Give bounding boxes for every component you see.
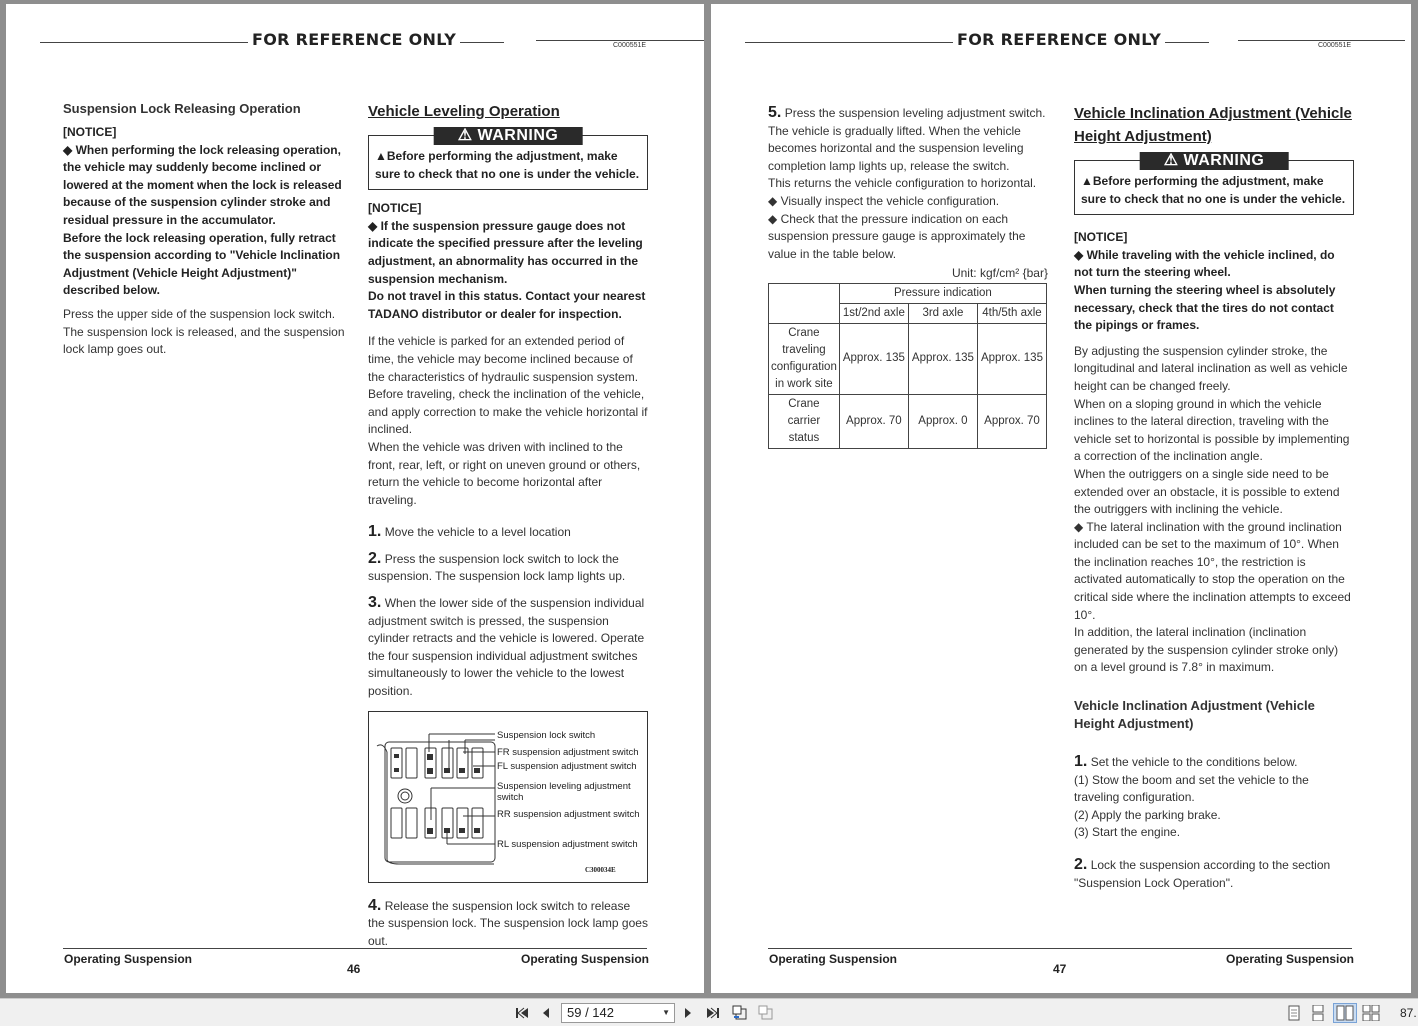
- zoom-level[interactable]: 87.: [1400, 1006, 1417, 1020]
- last-page-icon: [706, 1007, 720, 1019]
- body-text-3: When the outriggers on a single side need to be extended over an obstacle, it is possible to extend the outriggers with inclining the vehicle.: [1074, 466, 1340, 517]
- step-5-result: This returns the vehicle configuration to horizontal.: [768, 176, 1037, 191]
- table-row: [769, 394, 1047, 448]
- notice-label: [NOTICE]: [368, 201, 422, 216]
- page-number-field[interactable]: [561, 1003, 675, 1023]
- facing-view-button[interactable]: [1333, 1003, 1357, 1023]
- body-text: Press the upper side of the suspension lock switch. The suspension lock is released, and the suspension lock lamp goes out.: [63, 306, 345, 357]
- first-page-button[interactable]: [512, 1003, 532, 1023]
- footer-left: Operating Suspension: [64, 952, 193, 966]
- header-title: FOR REFERENCE ONLY: [953, 30, 1165, 49]
- figure-label-leveling-switch: Suspension leveling adjustment switch: [497, 780, 631, 803]
- table-cell: Approx. 135: [839, 323, 908, 394]
- pdf-page-46: [6, 4, 704, 993]
- notice-label: [NOTICE]: [1074, 230, 1128, 245]
- table-row-label: Crane traveling configuration in work site: [769, 323, 840, 394]
- facing-pages-icon: [1336, 1005, 1354, 1021]
- warning-icon: ⚠: [457, 127, 473, 144]
- previous-page-icon: [541, 1007, 551, 1019]
- viewer-toolbar: [0, 998, 1418, 1026]
- pressure-table: [768, 283, 1047, 449]
- page-dropdown-icon[interactable]: ▼: [662, 1008, 670, 1017]
- notice-label: [NOTICE]: [63, 125, 117, 139]
- header-code: C000551E: [1318, 42, 1352, 49]
- table-col-header: 1st/2nd axle: [839, 303, 908, 323]
- page-number: 47: [1053, 962, 1067, 976]
- warning-icon: ⚠: [1163, 152, 1179, 169]
- warning-label: ⚠ WARNING: [1140, 152, 1289, 170]
- warning-text: ▲Before performing the adjustment, make sure to check that no one is under the vehicle.: [375, 149, 640, 181]
- left-column: [63, 100, 345, 359]
- single-page-icon: [1287, 1005, 1301, 1021]
- page-number: 46: [347, 962, 361, 976]
- table-cell: Approx. 135: [977, 323, 1046, 394]
- page-indicator: 59 / 142: [567, 1005, 614, 1020]
- notice-text: ◆ When performing the lock releasing operation, the vehicle may suddenly become inclined or lowered at the moment when the lock is released because of the suspension cylinder stroke and residual pressure in the accumulator.: [63, 142, 342, 227]
- previous-view-icon: [732, 1005, 748, 1021]
- step-2: 2. Press the suspension lock switch to lock the suspension. The suspension lock lamp lights up.: [368, 549, 626, 584]
- figure-label-lock-switch: Suspension lock switch: [497, 729, 596, 741]
- figure-label-fr-switch: FR suspension adjustment switch: [497, 746, 639, 758]
- table-cell: Approx. 70: [839, 394, 908, 448]
- continuous-facing-view-button[interactable]: [1361, 1003, 1381, 1023]
- next-view-icon: [758, 1005, 774, 1021]
- step-1: 1. Move the vehicle to a level location: [368, 523, 571, 541]
- continuous-facing-icon: [1362, 1005, 1380, 1021]
- switch-panel-figure: [368, 711, 648, 883]
- body-text: If the vehicle is parked for an extended period of time, the vehicle may become inclined because of the characteristics of hydraulic suspension system. Before traveling, check the inclination of the vehicle, and apply correction to make the vehicle horizontal if inclined.: [368, 334, 648, 437]
- warning-label: ⚠ WARNING: [434, 127, 583, 145]
- notice-text-2: Before the lock releasing operation, fully retract the suspension according to "Vehicle Inclination Adjustment (Vehicle Height Adjustment)" described below.: [63, 230, 341, 298]
- notice-text: ◆ While traveling with the vehicle inclined, do not turn the steering wheel.: [1074, 247, 1335, 280]
- right-column: [368, 100, 648, 950]
- right-column: [1074, 102, 1354, 892]
- previous-page-button[interactable]: [536, 1003, 556, 1023]
- header-rule-right: [1238, 40, 1405, 41]
- next-page-button[interactable]: [678, 1003, 698, 1023]
- warning-text: ▲Before performing the adjustment, make sure to check that no one is under the vehicle.: [1081, 174, 1346, 206]
- subsection-title: Vehicle Inclination Adjustment (Vehicle Height Adjustment): [1074, 698, 1315, 732]
- body-text-2: When on a sloping ground in which the vehicle inclines to the lateral direction, traveling with the vehicle set to horizontal is possible by implementing a correction of the inclination angle.: [1074, 396, 1350, 464]
- footer-rule: [768, 948, 1352, 949]
- left-column: [768, 104, 1048, 449]
- header-title: FOR REFERENCE ONLY: [248, 30, 460, 49]
- step-4: 4. Release the suspension lock switch to release the suspension lock. The suspension lock lamp goes out.: [368, 896, 648, 948]
- step-1-item: (2) Apply the parking brake.: [1074, 807, 1221, 822]
- bullet-inspect: ◆ Visually inspect the vehicle configuration.: [768, 193, 1000, 208]
- figure-label-rl-switch: RL suspension adjustment switch: [497, 838, 638, 850]
- body-text-2: When the vehicle was driven with inclined to the front, rear, left, or right on uneven ground or others, return the vehicle to become horizontal after traveling.: [368, 439, 641, 507]
- step-1-item: (1) Stow the boom and set the vehicle to the traveling configuration.: [1074, 772, 1309, 805]
- step-2: 2. Lock the suspension according to the section "Suspension Lock Operation".: [1074, 856, 1331, 890]
- figure-code: C300034E: [585, 865, 616, 874]
- figure-label-rr-switch: RR suspension adjustment switch: [497, 808, 640, 820]
- body-text-5: In addition, the lateral inclination (inclination generated by the suspension cylinder stroke only) on a level ground is 7.8° in maximum.: [1074, 625, 1339, 675]
- table-row-label: Crane carrier status: [769, 394, 840, 448]
- last-page-button[interactable]: [703, 1003, 723, 1023]
- footer-right: Operating Suspension: [521, 952, 650, 966]
- table-unit: Unit: kgf/cm² {bar}: [951, 266, 1048, 281]
- next-page-icon: [683, 1007, 693, 1019]
- table-group-header: Pressure indication: [839, 283, 1046, 303]
- figure-label-fl-switch: FL suspension adjustment switch: [497, 760, 637, 772]
- body-text: By adjusting the suspension cylinder stroke, the longitudinal and lateral inclination as well as vehicle height can be changed freely.: [1074, 343, 1348, 393]
- section-title: Vehicle Inclination Adjustment (Vehicle Height Adjustment): [1074, 105, 1352, 145]
- warning-small-icon: ▲: [375, 149, 387, 163]
- first-page-icon: [515, 1007, 529, 1019]
- continuous-view-button[interactable]: [1308, 1003, 1328, 1023]
- step-3: 3. When the lower side of the suspension individual adjustment switch is pressed, the suspension cylinder retracts and the vehicle is lowered. Operate the four suspension individual adjustment switches simultaneously to lower the vehicle to the lowest position.: [368, 594, 645, 699]
- notice-text-2: Do not travel in this status. Contact your nearest TADANO distributor or dealer for inspection.: [368, 289, 646, 321]
- notice-text: ◆ If the suspension pressure gauge does not indicate the specified pressure after the leveling adjustment, an abnormality has occurred in the suspension mechanism.: [368, 218, 643, 286]
- next-view-button[interactable]: [756, 1003, 776, 1023]
- body-text-4: ◆ The lateral inclination with the ground inclination included can be set to the maximum of 10°. When the inclination reaches 10°, the restriction is activated automatically to stop the operation on the critical side where the inclination attempts to exceed 10°.: [1074, 519, 1351, 622]
- table-cell: Approx. 0: [908, 394, 977, 448]
- table-cell: Approx. 70: [977, 394, 1046, 448]
- section-title: Suspension Lock Releasing Operation: [63, 101, 301, 116]
- single-page-view-button[interactable]: [1284, 1003, 1304, 1023]
- table-row: [769, 323, 1047, 394]
- continuous-page-icon: [1311, 1005, 1325, 1021]
- table-cell: Approx. 135: [908, 323, 977, 394]
- warning-box: [1074, 152, 1354, 215]
- notice-text-2: When turning the steering wheel is absolutely necessary, check that the tires do not contact the pipings or frames.: [1074, 282, 1336, 333]
- pdf-page-47: [711, 4, 1411, 993]
- header-rule-right: [536, 40, 704, 41]
- header-code: C000551E: [613, 42, 647, 49]
- table-col-header: 4th/5th axle: [977, 303, 1046, 323]
- step-1: 1. Set the vehicle to the conditions below.: [1074, 753, 1298, 771]
- footer-right: Operating Suspension: [1226, 952, 1355, 966]
- previous-view-button[interactable]: [730, 1003, 750, 1023]
- table-col-header: 3rd axle: [908, 303, 977, 323]
- bullet-pressure: ◆ Check that the pressure indication on each suspension pressure gauge is approximately the value in the table below.: [768, 211, 1026, 261]
- step-1-item: (3) Start the engine.: [1074, 825, 1181, 840]
- warning-small-icon: ▲: [1081, 174, 1093, 188]
- warning-box: [368, 127, 648, 190]
- step-5: 5. Press the suspension leveling adjustment switch. The vehicle is gradually lifted. When the vehicle becomes horizontal and the suspension leveling completion lamp lights up, release the switch.: [768, 104, 1046, 173]
- section-title: Vehicle Leveling Operation: [368, 103, 560, 120]
- footer-rule: [63, 948, 647, 949]
- footer-left: Operating Suspension: [769, 952, 898, 966]
